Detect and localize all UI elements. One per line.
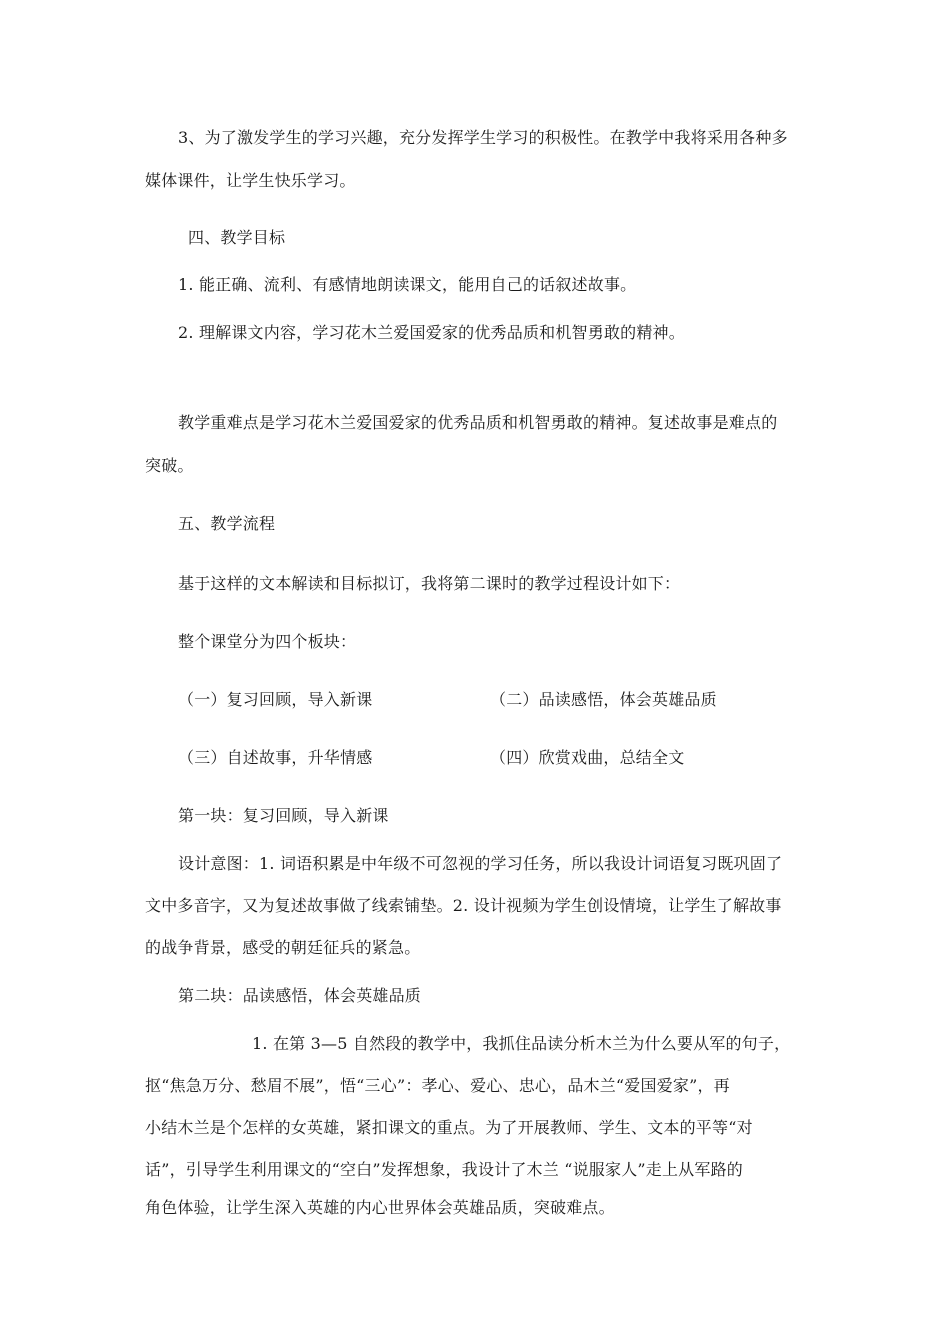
block-2-line-1: 1. 在第 3—5 自然段的教学中，我抓住品读分析木兰为什么要从军的句子， [252,1034,791,1053]
section-5-heading: 五、教学流程 [178,514,276,533]
block-1-line-2: 文中多音字，又为复述故事做了线索铺垫。2. 设计视频为学生创设情境，让学生了解故事 [145,896,782,915]
block-2-line-2: 抠“焦急万分、愁眉不展”，悟“三心”：孝心、爱心、忠心，品木兰“爱国爱家”，再 [145,1076,730,1095]
block-item-3: （三）自述故事，升华情感 [178,748,373,767]
goal-1: 1. 能正确、流利、有感情地朗读课文，能用自己的话叙述故事。 [178,275,637,294]
key-points-line-1: 教学重难点是学习花木兰爱国爱家的优秀品质和机智勇敢的精神。复述故事是难点的 [178,413,778,432]
blocks-intro: 整个课堂分为四个板块： [178,632,357,651]
goal-2: 2. 理解课文内容，学习花木兰爱国爱家的优秀品质和机智勇敢的精神。 [178,323,685,342]
key-points-line-2: 突破。 [145,456,194,475]
section-4-heading: 四、教学目标 [188,228,286,247]
block-item-1: （一）复习回顾，导入新课 [178,690,373,709]
block-item-2: （二）品读感悟，体会英雄品质 [490,690,717,709]
process-intro: 基于这样的文本解读和目标拟订，我将第二课时的教学过程设计如下： [178,574,681,593]
block-1-line-3: 的战争背景，感受的朝廷征兵的紧急。 [145,938,421,957]
block-2-line-4: 话”，引导学生利用课文的“空白”发挥想象，我设计了木兰 “说服家人”走上从军路的 [145,1160,743,1179]
block-2-line-5: 角色体验，让学生深入英雄的内心世界体会英雄品质，突破难点。 [145,1198,615,1217]
block-1-line-1: 设计意图：1. 词语积累是中年级不可忽视的学习任务，所以我设计词语复习既巩固了 [178,854,783,873]
block-2-heading: 第二块：品读感悟，体会英雄品质 [178,986,422,1005]
block-item-4: （四）欣赏戏曲，总结全文 [490,748,685,767]
paragraph-3-line-1: 3、为了激发学生的学习兴趣，充分发挥学生学习的积极性。在教学中我将采用各种多 [178,128,788,147]
block-1-heading: 第一块：复习回顾，导入新课 [178,806,389,825]
paragraph-3-line-2: 媒体课件，让学生快乐学习。 [145,171,356,190]
block-2-line-3: 小结木兰是个怎样的女英雄，紧扣课文的重点。为了开展教师、学生、文本的平等“对 [145,1118,753,1137]
